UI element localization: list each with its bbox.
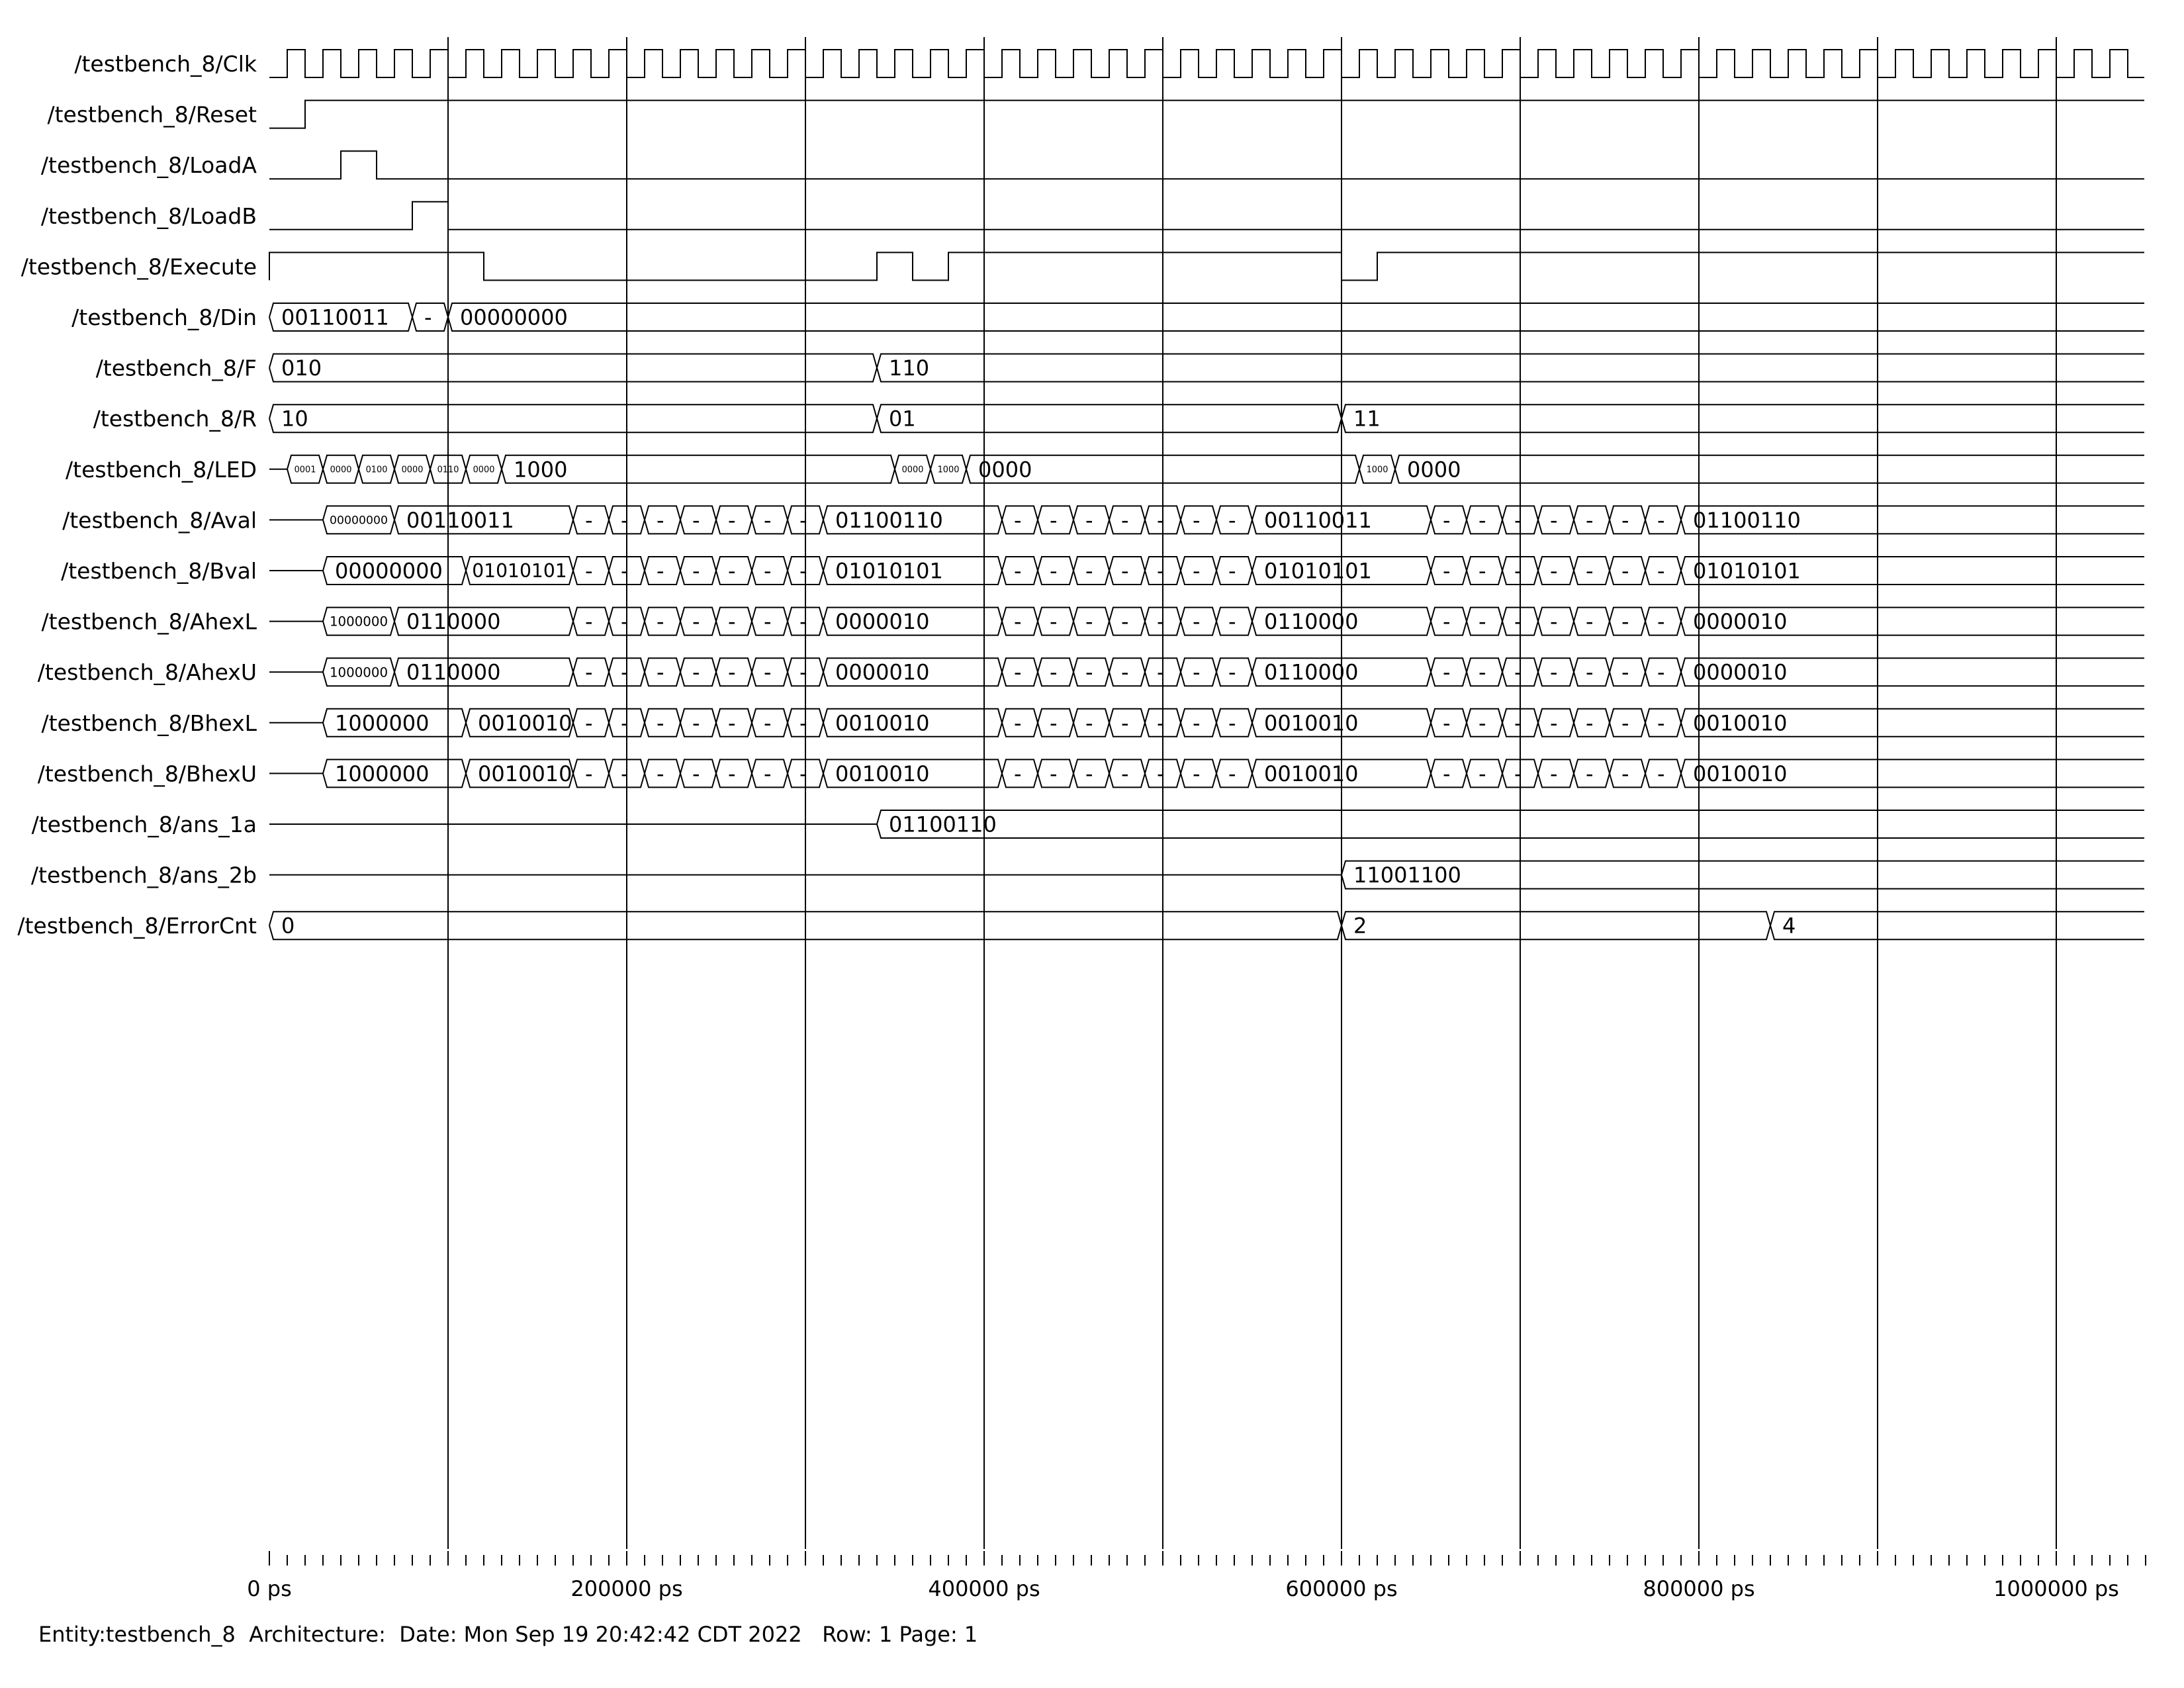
bus-value: - <box>1514 659 1522 685</box>
bus-value: - <box>657 659 664 685</box>
bus-value: - <box>1514 710 1522 736</box>
signal-row <box>66 455 2144 483</box>
bus-value: - <box>1621 710 1629 736</box>
bus-value: 0000 <box>901 465 924 475</box>
bus-value: 0110000 <box>1264 609 1359 635</box>
signal-row <box>32 810 2144 838</box>
bus-value: 01100110 <box>889 812 997 837</box>
bus-segment <box>1342 404 2144 432</box>
bus-value: - <box>1443 609 1451 635</box>
signal-row <box>38 658 2144 686</box>
axis-tick-label: 1000000 ps <box>1993 1576 2119 1601</box>
bus-value: - <box>764 558 772 584</box>
bus-value: - <box>728 609 736 635</box>
signal-name: /testbench_8/Din <box>71 305 257 330</box>
bus-value: - <box>728 659 736 685</box>
bus-value: - <box>1550 761 1558 786</box>
bus-value: - <box>1621 659 1629 685</box>
bus-value: - <box>1550 609 1558 635</box>
bus-value: - <box>585 761 593 786</box>
bus-value: - <box>1085 558 1093 584</box>
bus-value: - <box>657 558 664 584</box>
bus-value: - <box>1050 558 1058 584</box>
bus-value: - <box>1586 761 1594 786</box>
bus-value: - <box>1657 558 1665 584</box>
bus-value: - <box>1550 558 1558 584</box>
bus-value: - <box>1657 761 1665 786</box>
bus-value: 0000010 <box>1693 659 1788 685</box>
bus-value: - <box>1479 558 1486 584</box>
bus-value: - <box>1085 761 1093 786</box>
bus-value: - <box>764 710 772 736</box>
signal-row <box>61 557 2144 585</box>
bus-value: 1000000 <box>329 614 388 630</box>
bus-segment <box>1770 912 2144 939</box>
bus-value: - <box>1121 609 1129 635</box>
bus-value: - <box>424 305 432 330</box>
bus-value: 0010010 <box>478 710 572 736</box>
bus-value: - <box>657 609 664 635</box>
bus-value: - <box>1514 609 1522 635</box>
signal-name: /testbench_8/ans_2b <box>30 862 257 888</box>
bus-value: - <box>1514 507 1522 533</box>
bus-value: - <box>1157 710 1165 736</box>
bus-value: - <box>1050 710 1058 736</box>
bus-value: 0110000 <box>406 659 501 685</box>
bus-value: - <box>692 507 700 533</box>
bus-value: - <box>1050 761 1058 786</box>
bus-value: - <box>1443 761 1451 786</box>
bit-waveform <box>269 252 2144 280</box>
signal-name: /testbench_8/BhexU <box>37 761 257 787</box>
signal-row <box>31 861 2144 889</box>
bus-value: - <box>1157 761 1165 786</box>
bus-value: - <box>621 609 629 635</box>
bus-value: - <box>657 507 664 533</box>
signal-row <box>74 50 2144 77</box>
bit-waveform <box>269 202 2144 230</box>
bus-value: 00110011 <box>406 507 514 533</box>
bus-value: - <box>1157 609 1165 635</box>
signal-row <box>47 101 2144 128</box>
signal-name: /testbench_8/Aval <box>62 507 257 534</box>
bus-value: 01100110 <box>835 507 943 533</box>
bus-value: - <box>1479 659 1486 685</box>
signal-name: /testbench_8/ErrorCnt <box>17 913 257 939</box>
bus-segment <box>269 354 877 382</box>
bus-value: - <box>692 761 700 786</box>
bus-value: 0000 <box>330 465 352 475</box>
bus-value: - <box>1621 507 1629 533</box>
bus-value: 0010010 <box>835 710 930 736</box>
bus-segment <box>1342 912 1770 939</box>
bus-value: 01010101 <box>1693 558 1801 584</box>
signal-name: /testbench_8/LoadB <box>40 203 257 229</box>
signal-name: /testbench_8/AhexU <box>37 659 257 686</box>
bus-value: - <box>692 558 700 584</box>
bus-value: 00110011 <box>1264 507 1372 533</box>
bus-segment <box>269 404 877 432</box>
bus-value: - <box>657 761 664 786</box>
bus-value: 01 <box>889 406 916 432</box>
bus-value: 0010010 <box>1264 761 1359 786</box>
signal-name: /testbench_8/LoadA <box>40 152 257 179</box>
bus-value: 0010010 <box>835 761 930 786</box>
bus-value: - <box>1193 710 1201 736</box>
bus-value: - <box>1193 659 1201 685</box>
bus-value: - <box>1621 761 1629 786</box>
bus-value: - <box>1657 609 1665 635</box>
bus-segment <box>1395 455 2144 483</box>
signal-row <box>42 608 2144 635</box>
bus-value: 0000 <box>473 465 495 475</box>
bus-value: - <box>1050 507 1058 533</box>
bus-value: 01010101 <box>472 560 567 583</box>
axis-tick-label: 400000 ps <box>928 1576 1040 1601</box>
bus-value: - <box>1228 507 1236 533</box>
bus-value: 0010010 <box>478 761 572 786</box>
bus-value: - <box>1443 710 1451 736</box>
bus-value: - <box>728 710 736 736</box>
bus-value: - <box>799 558 807 584</box>
bus-value: - <box>1014 659 1022 685</box>
bus-value: - <box>1657 507 1665 533</box>
signal-row <box>17 912 2144 939</box>
bus-value: - <box>728 558 736 584</box>
bus-value: 0000010 <box>1693 609 1788 635</box>
bus-value: 0 <box>281 913 295 939</box>
bus-value: - <box>1657 710 1665 736</box>
bus-value: 010 <box>281 355 322 381</box>
bus-value: - <box>799 710 807 736</box>
bus-value: - <box>1121 507 1129 533</box>
signal-row <box>38 759 2144 787</box>
bus-value: - <box>585 558 593 584</box>
bus-value: - <box>1014 710 1022 736</box>
signal-name: /testbench_8/Reset <box>47 101 257 128</box>
signal-row <box>41 202 2144 230</box>
bus-value: - <box>1228 659 1236 685</box>
bus-value: - <box>621 659 629 685</box>
bus-value: 1000000 <box>329 665 388 680</box>
signal-row <box>41 709 2144 737</box>
bus-value: - <box>657 710 664 736</box>
bus-value: - <box>585 609 593 635</box>
bus-value: - <box>1514 761 1522 786</box>
bus-value: - <box>692 609 700 635</box>
bus-value: - <box>585 710 593 736</box>
bus-segment <box>448 303 2144 331</box>
bus-value: - <box>1228 558 1236 584</box>
bus-value: - <box>1050 609 1058 635</box>
bus-value: - <box>1157 558 1165 584</box>
bus-value: 10 <box>281 406 308 432</box>
bus-value: 2 <box>1353 913 1367 939</box>
bus-value: - <box>1550 659 1558 685</box>
bus-value: - <box>1050 659 1058 685</box>
bus-value: - <box>1193 761 1201 786</box>
bus-value: - <box>1550 507 1558 533</box>
bus-value: - <box>1586 558 1594 584</box>
bus-value: - <box>1228 761 1236 786</box>
bus-value: - <box>1586 710 1594 736</box>
bus-value: - <box>1550 710 1558 736</box>
bus-value: - <box>1121 710 1129 736</box>
bus-value: - <box>692 710 700 736</box>
bus-value: - <box>1586 507 1594 533</box>
bus-value: 01010101 <box>835 558 943 584</box>
bus-segment <box>877 404 1342 432</box>
bus-value: 0001 <box>294 465 316 475</box>
signal-name: /testbench_8/ans_1a <box>31 812 257 837</box>
bus-value: - <box>799 659 807 685</box>
bit-waveform <box>269 151 2144 179</box>
bus-value: - <box>1443 507 1451 533</box>
bus-value: - <box>1657 659 1665 685</box>
bus-value: 110 <box>889 355 930 381</box>
signal-name: /testbench_8/AhexL <box>41 608 257 635</box>
bus-value: - <box>1121 558 1129 584</box>
bus-value: 00110011 <box>281 305 389 330</box>
bus-value: 0000010 <box>835 659 930 685</box>
bus-value: - <box>1193 507 1201 533</box>
bus-value: - <box>764 659 772 685</box>
signal-name: /testbench_8/Clk <box>74 51 257 77</box>
bus-value: - <box>585 659 593 685</box>
bus-value: 01100110 <box>1693 507 1801 533</box>
bus-value: - <box>728 507 736 533</box>
bus-value: - <box>692 659 700 685</box>
bus-value: 01010101 <box>1264 558 1372 584</box>
bus-value: 0110 <box>437 465 459 475</box>
bus-value: - <box>764 609 772 635</box>
bus-value: 0010010 <box>1264 710 1359 736</box>
signal-name: /testbench_8/Execute <box>21 254 257 280</box>
bus-value: 1000 <box>514 457 568 483</box>
bus-value: - <box>728 761 736 786</box>
signal-name: /testbench_8/LED <box>66 456 257 483</box>
bus-value: - <box>1085 609 1093 635</box>
bus-value: 00000000 <box>335 558 443 584</box>
bus-value: 0110000 <box>1264 659 1359 685</box>
bus-value: - <box>764 761 772 786</box>
signal-row <box>71 303 2144 331</box>
bus-value: 1000 <box>1366 465 1388 475</box>
signal-name: /testbench_8/F <box>95 355 257 381</box>
bus-segment <box>1342 861 2144 889</box>
bus-value: 1000 <box>937 465 960 475</box>
bus-value: - <box>621 558 629 584</box>
axis-tick-label: 200000 ps <box>570 1576 683 1601</box>
bus-value: - <box>1228 609 1236 635</box>
signal-name: /testbench_8/Bval <box>61 558 257 584</box>
bus-value: - <box>1014 558 1022 584</box>
bus-value: - <box>1193 558 1201 584</box>
bus-value: - <box>621 710 629 736</box>
bus-value: - <box>1193 609 1201 635</box>
bus-value: - <box>1228 710 1236 736</box>
bus-value: - <box>1586 609 1594 635</box>
bus-value: 4 <box>1782 913 1796 939</box>
bus-value: 0000 <box>1407 457 1461 483</box>
bus-value: 1000000 <box>335 761 430 786</box>
signal-row <box>62 506 2144 534</box>
bus-value: 0100 <box>365 465 388 475</box>
bus-value: 0000010 <box>835 609 930 635</box>
bus-value: - <box>1479 761 1486 786</box>
signal-name: /testbench_8/R <box>93 406 257 432</box>
bus-value: - <box>764 507 772 533</box>
signal-row <box>93 404 2144 432</box>
bus-segment <box>877 354 2144 382</box>
axis-tick-label: 800000 ps <box>1643 1576 1755 1601</box>
signal-name: /testbench_8/BhexL <box>41 710 257 736</box>
bus-value: - <box>1443 558 1451 584</box>
bus-value: - <box>1085 710 1093 736</box>
bus-value: 11 <box>1353 406 1381 432</box>
clock-waveform <box>269 50 2144 77</box>
bus-value: 11001100 <box>1353 863 1461 888</box>
bus-value: - <box>1085 659 1093 685</box>
bus-value: - <box>1621 558 1629 584</box>
bus-value: - <box>799 609 807 635</box>
bus-value: 0000 <box>401 465 424 475</box>
bus-value: - <box>1514 558 1522 584</box>
bus-value: - <box>1479 710 1486 736</box>
bus-value: 1000000 <box>335 710 430 736</box>
bus-value: 0110000 <box>406 609 501 635</box>
bit-waveform <box>269 101 2144 128</box>
bus-value: - <box>799 761 807 786</box>
bus-value: 0010010 <box>1693 710 1788 736</box>
signal-row <box>21 252 2144 280</box>
page-footer: Entity:testbench_8 Architecture: Date: Mon Sep 19 20:42:42 CDT 2022 Row: 1 Page: 1 <box>38 1622 978 1647</box>
bus-value: - <box>1621 609 1629 635</box>
bus-segment <box>877 810 2144 838</box>
bus-value: - <box>1443 659 1451 685</box>
bus-value: - <box>1085 507 1093 533</box>
axis-tick-label: 600000 ps <box>1285 1576 1398 1601</box>
bus-value: - <box>621 507 629 533</box>
bus-value: 00000000 <box>460 305 568 330</box>
bus-value: - <box>621 761 629 786</box>
bus-value: - <box>1014 609 1022 635</box>
bus-value: - <box>1121 761 1129 786</box>
bus-value: - <box>1157 507 1165 533</box>
bus-value: - <box>1121 659 1129 685</box>
bus-value: 00000000 <box>330 514 388 528</box>
bus-value: - <box>1014 507 1022 533</box>
bus-value: - <box>1479 609 1486 635</box>
bus-value: - <box>1014 761 1022 786</box>
axis-tick-label: 0 ps <box>247 1576 292 1601</box>
signal-row <box>96 354 2144 382</box>
signal-row <box>41 151 2144 179</box>
bus-value: - <box>799 507 807 533</box>
bus-value: 0010010 <box>1693 761 1788 786</box>
bus-value: - <box>1157 659 1165 685</box>
bus-value: - <box>1586 659 1594 685</box>
bus-value: 0000 <box>978 457 1032 483</box>
bus-value: - <box>585 507 593 533</box>
bus-value: - <box>1479 507 1486 533</box>
